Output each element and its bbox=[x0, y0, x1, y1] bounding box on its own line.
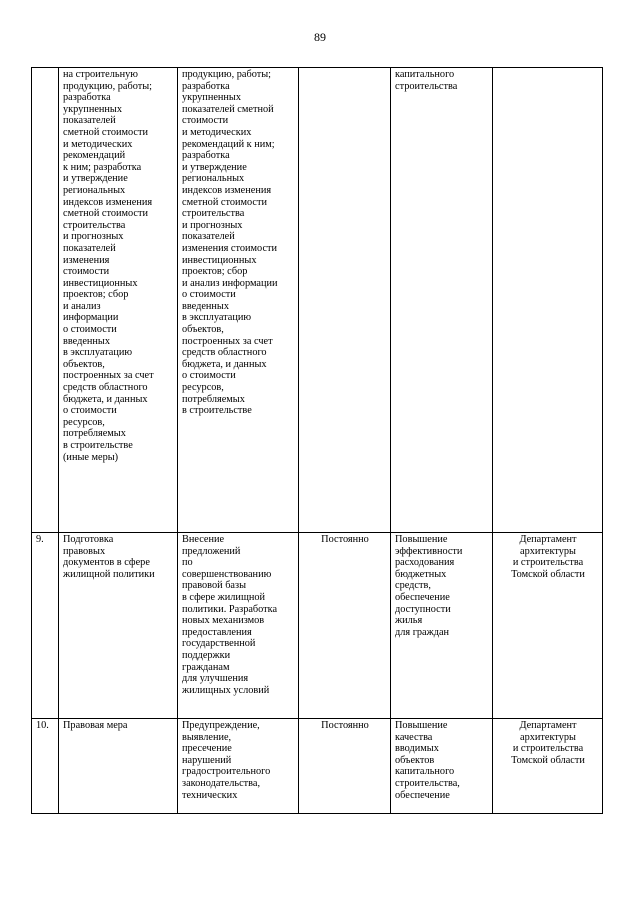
cell-text-line: гражданам bbox=[182, 661, 230, 673]
cell-text-line: в эксплуатацию bbox=[63, 347, 133, 359]
cell-text-line: изменения стоимости bbox=[182, 242, 278, 254]
cell-text-line: и прогнозных bbox=[63, 231, 124, 243]
cell-text-line: информации bbox=[63, 312, 119, 324]
cell-text-line: Постоянно bbox=[321, 720, 369, 731]
measure-content-cell bbox=[178, 719, 299, 814]
term-cell bbox=[299, 68, 391, 533]
cell-text-line: укрупненных bbox=[182, 92, 241, 104]
cell-text-line: ресурсов, bbox=[63, 416, 105, 428]
cell-text-line: о стоимости bbox=[63, 405, 117, 417]
cell-text-line: стоимости bbox=[182, 115, 229, 127]
cell-text-line: технических bbox=[182, 789, 238, 801]
cell-text-line: средств областного bbox=[182, 347, 267, 359]
cell-text-line: о стоимости bbox=[182, 289, 236, 301]
cell-text-line: и строительства bbox=[512, 743, 584, 755]
table-row bbox=[32, 719, 603, 814]
cell-text-line: вводимых bbox=[395, 743, 439, 755]
expected-result-cell bbox=[391, 719, 493, 814]
cell-text-line: средств областного bbox=[63, 382, 148, 394]
cell-text-line: показателей bbox=[63, 115, 116, 127]
cell-text-line: и методических bbox=[182, 126, 252, 138]
executor-cell bbox=[493, 533, 603, 719]
cell-text-line: проектов; сбор bbox=[182, 266, 248, 278]
cell-text-line: Повышение bbox=[395, 720, 448, 731]
cell-text-line: и анализ bbox=[63, 300, 101, 312]
cell-text-line: совершенствованию bbox=[182, 568, 272, 580]
cell-text-line: разработка bbox=[63, 92, 111, 104]
cell-text-line: региональных bbox=[63, 184, 126, 196]
cell-text-line: Томской области bbox=[511, 754, 585, 766]
cell-text-line: инвестиционных bbox=[63, 277, 138, 289]
cell-text-line: выявление, bbox=[182, 731, 232, 743]
cell-text-line: разработка bbox=[182, 150, 230, 162]
measure-content-cell bbox=[178, 68, 299, 533]
cell-text-line: предложений bbox=[182, 545, 241, 557]
cell-text-line: изменения bbox=[63, 254, 110, 266]
cell-text-line: правовой базы bbox=[182, 580, 246, 592]
cell-text-line: поддержки bbox=[182, 649, 231, 661]
cell-text-line: новых механизмов bbox=[182, 615, 265, 627]
cell-text-line: доступности bbox=[395, 603, 451, 615]
cell-text-line: для улучшения bbox=[182, 673, 249, 685]
cell-text-line: (иные меры) bbox=[63, 451, 119, 463]
cell-text-line: расходования bbox=[395, 557, 455, 569]
cell-text-line: стоимости bbox=[63, 266, 110, 278]
expected-result-cell bbox=[391, 68, 493, 533]
cell-text-line: Томской области bbox=[511, 568, 585, 580]
cell-text-line: бюджета, и данных bbox=[63, 393, 148, 405]
cell-text-line: в строительстве bbox=[182, 405, 252, 417]
cell-text-line: на строительную bbox=[63, 69, 138, 80]
term-cell bbox=[299, 533, 391, 719]
table-row bbox=[32, 533, 603, 719]
cell-text-line: региональных bbox=[182, 173, 245, 185]
cell-text-line: ресурсов, bbox=[182, 382, 224, 394]
cell-text-line: градостроительного bbox=[182, 766, 271, 778]
cell-text-line: и утверждение bbox=[182, 161, 247, 173]
page-number: 89 bbox=[314, 30, 326, 44]
cell-text-line: индексов изменения bbox=[182, 184, 272, 196]
cell-text-line: обеспечение bbox=[395, 591, 450, 603]
cell-text-line: по bbox=[182, 557, 193, 569]
cell-text-line: потребляемых bbox=[63, 428, 126, 440]
cell-text-line: проектов; сбор bbox=[63, 289, 129, 301]
table-body bbox=[32, 68, 603, 814]
cell-text-line: рекомендаций к ним; bbox=[182, 138, 275, 150]
cell-text-line: капитального bbox=[395, 69, 455, 80]
cell-text-line: бюджета, и данных bbox=[182, 358, 267, 370]
measure-name-cell bbox=[59, 68, 178, 533]
cell-text-line: потребляемых bbox=[182, 393, 245, 405]
row-number: 10. bbox=[36, 720, 49, 731]
cell-text-line: для граждан bbox=[395, 626, 450, 638]
cell-text-line: сметной стоимости bbox=[63, 126, 148, 138]
cell-text-line: строительства bbox=[395, 80, 458, 92]
cell-text-line: инвестиционных bbox=[182, 254, 257, 266]
table-row bbox=[32, 68, 603, 533]
cell-text-line: бюджетных bbox=[395, 568, 447, 580]
cell-text-line: показателей сметной bbox=[182, 103, 274, 115]
cell-text-line: Подготовка bbox=[63, 534, 114, 545]
executor-cell bbox=[493, 719, 603, 814]
cell-text-line: в эксплуатацию bbox=[182, 312, 252, 324]
cell-text-line: строительства bbox=[182, 208, 245, 220]
cell-text-line: обеспечение bbox=[395, 789, 450, 801]
cell-text-line: архитектуры bbox=[520, 731, 576, 743]
cell-text-line: и строительства bbox=[512, 557, 584, 569]
cell-text-line: сметной стоимости bbox=[63, 208, 148, 220]
cell-text-line: эффективности bbox=[395, 545, 463, 557]
cell-text-line: предоставления bbox=[182, 626, 252, 638]
cell-text-line: разработка bbox=[182, 80, 230, 92]
cell-text-line: качества bbox=[395, 731, 433, 743]
cell-text-line: показателей bbox=[63, 242, 116, 254]
cell-text-line: и прогнозных bbox=[182, 219, 243, 231]
cell-text-line: введенных bbox=[63, 335, 110, 347]
cell-text-line: и анализ информации bbox=[182, 277, 278, 289]
cell-text-line: Постоянно bbox=[321, 534, 369, 545]
cell-text-line: объектов, bbox=[182, 324, 224, 336]
term-cell bbox=[299, 719, 391, 814]
cell-text-line: продукцию, работы; bbox=[63, 80, 153, 92]
cell-text-line: построенных за счет bbox=[182, 335, 273, 347]
cell-text-line: государственной bbox=[182, 638, 256, 650]
cell-text-line: индексов изменения bbox=[63, 196, 153, 208]
measures-table bbox=[31, 67, 603, 814]
cell-text-line: и методических bbox=[63, 138, 133, 150]
cell-text-line: укрупненных bbox=[63, 103, 122, 115]
cell-text-line: строительства, bbox=[395, 777, 460, 789]
cell-text-line: Предупреждение, bbox=[182, 720, 260, 731]
cell-text-line: объектов bbox=[395, 754, 435, 766]
cell-text-line: к ним; разработка bbox=[63, 161, 142, 173]
cell-text-line: в строительстве bbox=[63, 440, 133, 451]
cell-text-line: объектов, bbox=[63, 358, 105, 370]
measure-name-cell bbox=[59, 719, 178, 814]
cell-text-line: рекомендаций bbox=[63, 150, 126, 162]
cell-text-line: сметной стоимости bbox=[182, 196, 267, 208]
cell-text-line: о стоимости bbox=[182, 370, 236, 382]
cell-text-line: Правовая мера bbox=[63, 720, 128, 731]
measure-name-cell bbox=[59, 533, 178, 719]
cell-text-line: жилья bbox=[395, 615, 423, 627]
cell-text-line: показателей bbox=[182, 231, 235, 243]
cell-text-line: Повышение bbox=[395, 534, 448, 545]
cell-text-line: законодательства, bbox=[182, 777, 261, 789]
row-number: 9. bbox=[36, 534, 44, 545]
cell-text-line: нарушений bbox=[182, 754, 232, 766]
cell-text-line: средств, bbox=[395, 580, 431, 592]
cell-text-line: Департамент bbox=[519, 534, 577, 545]
cell-text-line: капитального bbox=[395, 766, 455, 778]
cell-text-line: архитектуры bbox=[520, 545, 576, 557]
cell-text-line: жилищной политики bbox=[63, 568, 155, 580]
row-number-cell bbox=[32, 68, 59, 533]
cell-text-line: продукцию, работы; bbox=[182, 69, 272, 80]
cell-text-line: жилищных условий bbox=[182, 684, 270, 696]
executor-cell bbox=[493, 68, 603, 533]
cell-text-line: пресечение bbox=[182, 743, 232, 755]
cell-text-line: построенных за счет bbox=[63, 370, 154, 382]
cell-text-line: о стоимости bbox=[63, 324, 117, 336]
cell-text-line: Внесение bbox=[182, 534, 225, 545]
cell-text-line: в сфере жилищной bbox=[182, 591, 266, 603]
row-number-cell bbox=[32, 533, 59, 719]
cell-text-line: политики. Разработка bbox=[182, 603, 278, 615]
measure-content-cell bbox=[178, 533, 299, 719]
cell-text-line: документов в сфере bbox=[63, 557, 150, 569]
cell-text-line: введенных bbox=[182, 300, 229, 312]
row-number-cell bbox=[32, 719, 59, 814]
cell-text-line: строительства bbox=[63, 219, 126, 231]
cell-text-line: и утверждение bbox=[63, 173, 128, 185]
expected-result-cell bbox=[391, 533, 493, 719]
cell-text-line: правовых bbox=[63, 545, 106, 557]
cell-text-line: Департамент bbox=[519, 720, 577, 731]
